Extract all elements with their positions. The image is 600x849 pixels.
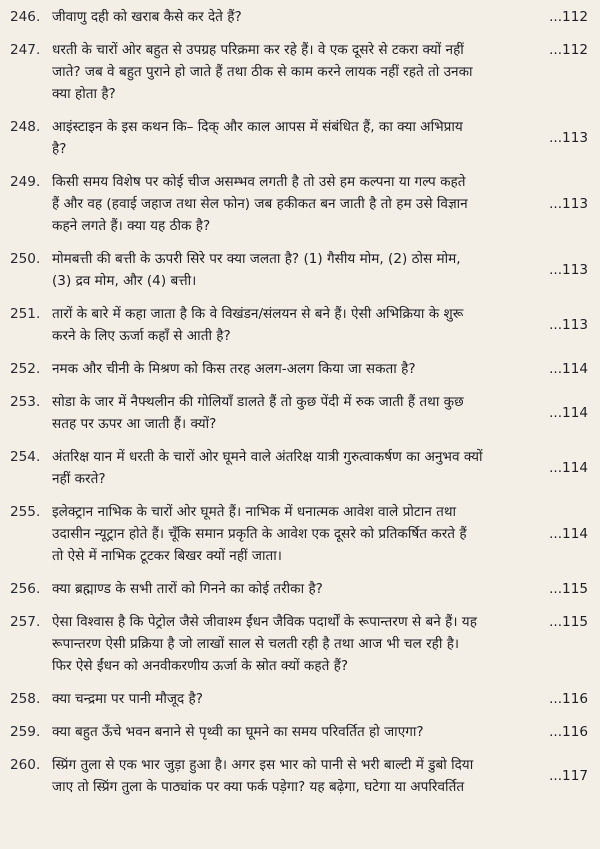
question-text-line: सतह पर ऊपर आ जाती हैं। क्यों?	[52, 416, 217, 432]
question-text-line: रूपान्तरण ऐसी प्रक्रिया है जो लाखों साल से चलती रही है तथा आज भी चल रही है।	[52, 636, 460, 652]
question-list	[10, 6, 588, 798]
question-text-line: जाते? जब वे बहुत पुराने हो जाते हैं तथा ठीक से काम करने लायक नहीं रहते तो उनका	[52, 64, 473, 80]
question-text	[52, 6, 528, 28]
question-text-line: इलेक्ट्रान नाभिक के चारों ओर घूमते हैं। नाभिक में धनात्मक आवेश वाले प्रोटान तथा	[52, 504, 457, 520]
question-text	[52, 391, 528, 435]
question-entry	[10, 611, 588, 677]
page-reference[interactable]: ...114	[549, 405, 588, 421]
question-text-line: जाए तो स्प्रिंग तुला के पाठ्यांक पर क्या फर्क पड़ेगा? यह बढ़ेगा, घटेगा या अपरिवर्तित	[52, 779, 465, 795]
page-reference[interactable]: ...113	[549, 317, 588, 333]
question-number: 246.	[10, 9, 41, 25]
question-text-line: सोडा के जार में नैफ्थलीन की गोलियाँ डालते हैं तो कुछ पेंदी में रुक जाती हैं तथा कुछ	[52, 394, 464, 410]
question-number: 251.	[10, 306, 41, 322]
question-entry	[10, 578, 588, 600]
question-number: 256.	[10, 581, 41, 597]
page-reference[interactable]: ...113	[549, 130, 588, 146]
question-text	[52, 248, 528, 292]
question-text-line: स्प्रिंग तुला से एक भार जुड़ा हुआ है। अगर इस भार को पानी से भरी बाल्टी में डुबो दिया	[52, 757, 474, 773]
page-reference[interactable]: ...115	[549, 581, 588, 597]
question-entry	[10, 754, 588, 798]
question-text	[52, 303, 528, 347]
page-reference[interactable]: ...117	[549, 768, 588, 784]
question-text-line: आइंस्टाइन के इस कथन कि– दिक् और काल आपस में संबंधित हैं, का क्या अभिप्राय	[52, 119, 463, 135]
question-entry	[10, 391, 588, 435]
question-number: 247.	[10, 42, 41, 58]
page-reference[interactable]: ...116	[549, 724, 588, 740]
question-entry	[10, 6, 588, 28]
question-number: 260.	[10, 757, 41, 773]
page-reference[interactable]: ...114	[549, 526, 588, 542]
question-text-line: उदासीन न्यूट्रान होते हैं। चूँकि समान प्रकृति के आवेश एक दूसरे को प्रतिकर्षित करते हैं	[52, 526, 467, 542]
question-text	[52, 446, 528, 490]
question-entry	[10, 39, 588, 105]
question-text-line: है?	[52, 141, 67, 157]
question-entry	[10, 116, 588, 160]
page-reference[interactable]: ...113	[549, 196, 588, 212]
question-text-line: क्या होता है?	[52, 86, 116, 102]
question-number: 259.	[10, 724, 41, 740]
question-entry	[10, 501, 588, 567]
page-reference[interactable]: ...112	[549, 42, 588, 58]
question-number: 255.	[10, 504, 41, 520]
question-text-line: फिर ऐसे ईंधन को अनवीकरणीय ऊर्जा के स्रोत क्यों कहते हैं?	[52, 658, 349, 674]
question-number: 253.	[10, 394, 41, 410]
question-text-line: (3) द्रव मोम, और (4) बत्ती।	[52, 273, 197, 289]
page-reference[interactable]: ...113	[549, 262, 588, 278]
question-text	[52, 611, 528, 677]
question-text-line: ऐसा विश्वास है कि पेट्रोल जैसे जीवाश्म ईंधन जैविक पदार्थों के रूपान्तरण से बने हैं। यह	[52, 614, 477, 630]
question-entry	[10, 688, 588, 710]
question-text-line: मोमबत्ती की बत्ती के ऊपरी सिरे पर क्या जलता है? (1) गैसीय मोम, (2) ठोस मोम,	[52, 251, 461, 267]
question-text-line: हैं और वह (हवाई जहाज तथा सेल फोन) जब हकीकत बन जाती है तो हम उसे विज्ञान	[52, 196, 468, 212]
question-text-line: किसी समय विशेष पर कोई चीज असम्भव लगती है तो उसे हम कल्पना या गल्प कहते	[52, 174, 466, 190]
question-number: 248.	[10, 119, 41, 135]
page-reference[interactable]: ...114	[549, 361, 588, 377]
question-entry	[10, 446, 588, 490]
question-text-line: तो ऐसे में नाभिक टूटकर बिखर क्यों नहीं जाता।	[52, 548, 282, 564]
question-entry	[10, 358, 588, 380]
question-text-line: नहीं करते?	[52, 471, 106, 487]
question-text-line: कहने लगते हैं। क्या यह ठीक है?	[52, 218, 211, 234]
question-entry	[10, 721, 588, 743]
question-number: 257.	[10, 614, 41, 630]
question-entry	[10, 303, 588, 347]
question-text-line: नमक और चीनी के मिश्रण को किस तरह अलग-अलग किया जा सकता है?	[52, 361, 416, 377]
question-text-line: अंतरिक्ष यान में धरती के चारों ओर घूमने वाले अंतरिक्ष यात्री गुरुत्वाकर्षण का अनुभव क्यों	[52, 449, 483, 465]
question-number: 258.	[10, 691, 41, 707]
question-text	[52, 171, 528, 237]
page-reference[interactable]: ...116	[549, 691, 588, 707]
question-number: 252.	[10, 361, 41, 377]
question-text	[52, 358, 528, 380]
question-number: 250.	[10, 251, 41, 267]
page-reference[interactable]: ...115	[549, 614, 588, 630]
question-number: 249.	[10, 174, 41, 190]
question-number: 254.	[10, 449, 41, 465]
question-text	[52, 688, 528, 710]
question-entry	[10, 171, 588, 237]
question-entry	[10, 248, 588, 292]
question-text-line: करने के लिए ऊर्जा कहाँ से आती है?	[52, 328, 231, 344]
question-text	[52, 39, 528, 105]
question-text-line: क्या चन्द्रमा पर पानी मौजूद है?	[52, 691, 203, 707]
question-text-line: तारों के बारे में कहा जाता है कि वे विखंडन/संलयन से बने हैं। ऐसी अभिक्रिया के शुरू	[52, 306, 464, 322]
page-reference[interactable]: ...112	[549, 9, 588, 25]
question-text	[52, 116, 528, 160]
question-text	[52, 721, 528, 743]
question-text-line: जीवाणु दही को खराब कैसे कर देते हैं?	[52, 9, 242, 25]
question-text-line: धरती के चारों ओर बहुत से उपग्रह परिक्रमा कर रहे हैं। वे एक दूसरे से टकरा क्यों नहीं	[52, 42, 464, 58]
question-text-line: क्या बहुत ऊँचे भवन बनाने से पृथ्वी का घूमने का समय परिवर्तित हो जाएगा?	[52, 724, 424, 740]
question-text-line: क्या ब्रह्माण्ड के सभी तारों को गिनने का कोई तरीका है?	[52, 581, 323, 597]
question-text	[52, 754, 528, 798]
question-text	[52, 578, 528, 600]
page-reference[interactable]: ...114	[549, 460, 588, 476]
question-text	[52, 501, 528, 567]
